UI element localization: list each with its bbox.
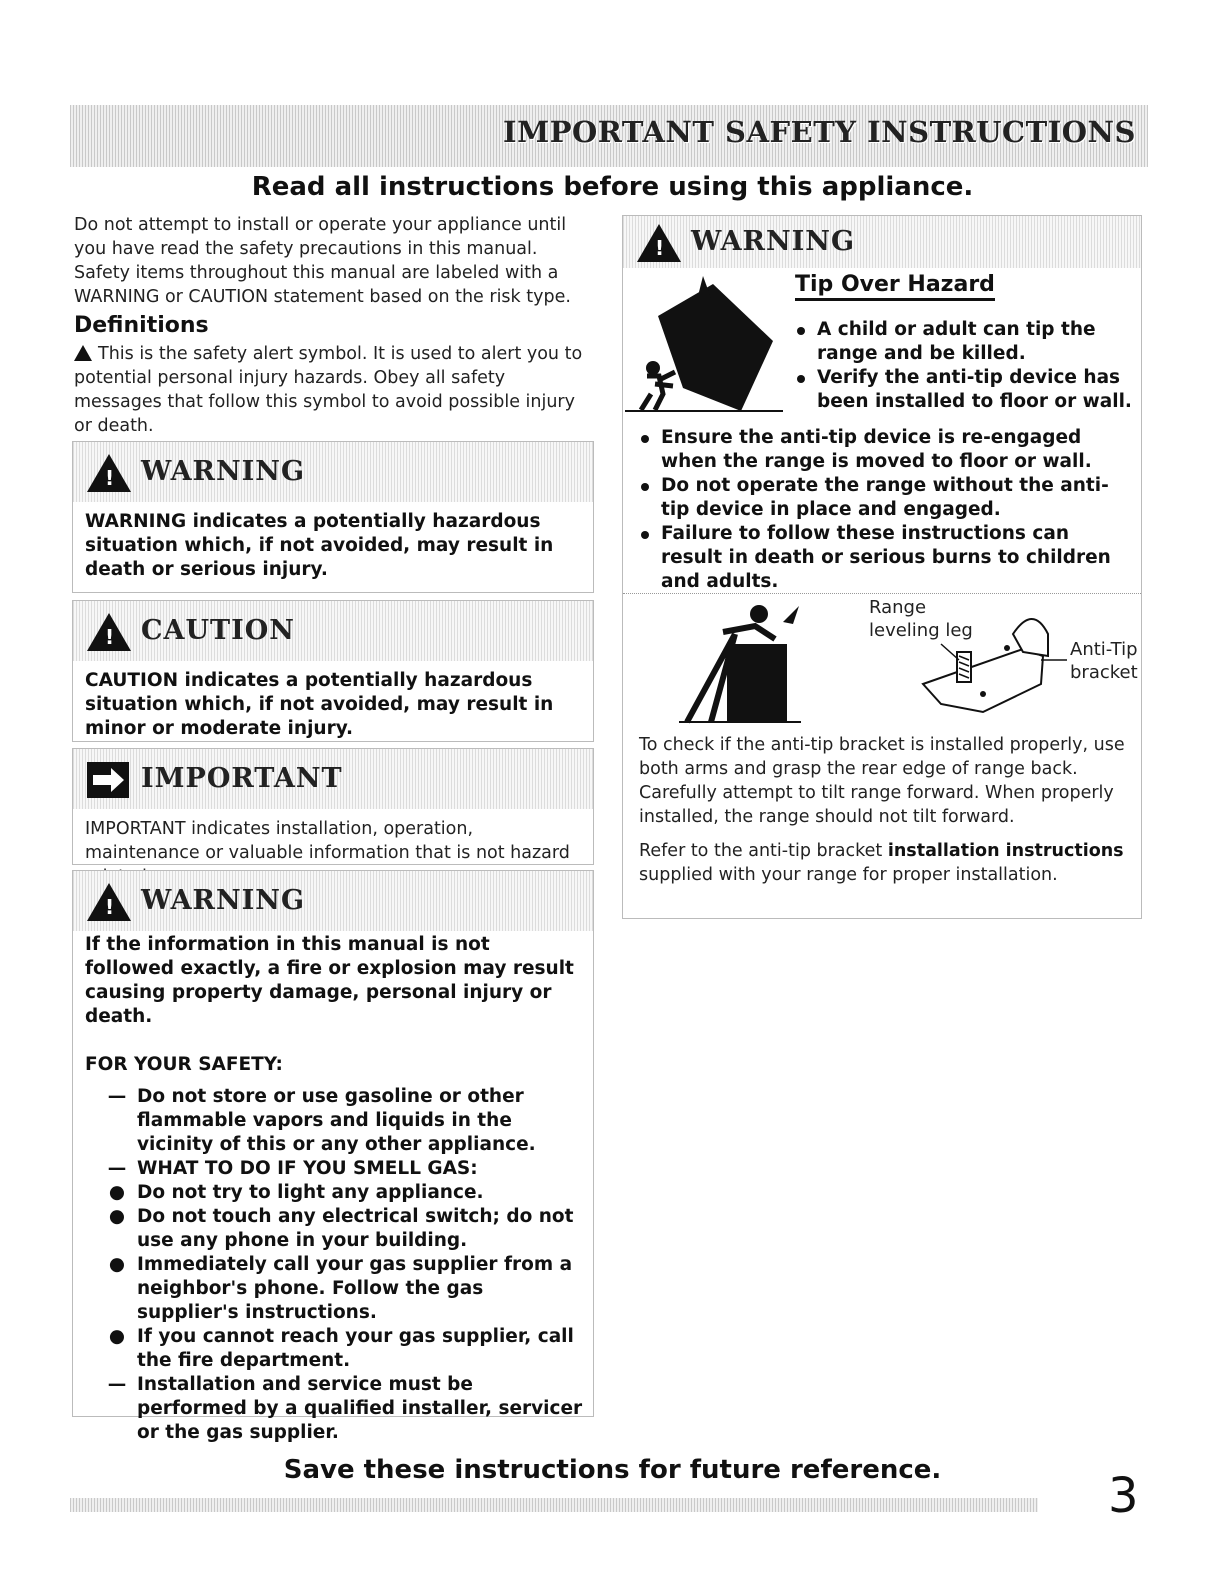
footer-band bbox=[70, 1498, 1038, 1512]
refer-bold-text: installation instructions bbox=[887, 841, 1124, 861]
definitions-paragraph bbox=[74, 342, 594, 438]
label-line: bracket bbox=[1070, 662, 1138, 683]
intro-text: Do not attempt to install or operate your appliance until you have read the safety precautions in this manual. Safety items throughout this manual are labeled with a WARNING or CAUTION statement based on the risk type. bbox=[74, 215, 571, 307]
tip-bullets-bottom bbox=[637, 426, 1132, 594]
gas-warning-box bbox=[72, 870, 594, 1443]
page-title: IMPORTANT SAFETY INSTRUCTIONS bbox=[503, 115, 1136, 149]
warning-label: WARNING bbox=[141, 456, 306, 487]
label-line: Range bbox=[869, 597, 927, 618]
important-definition-text: IMPORTANT indicates installation, operation, maintenance or valuable information that is not hazard bbox=[85, 819, 570, 863]
list-item: ● Do not touch any electrical switch; do not use any phone in your building. bbox=[108, 1206, 574, 1251]
label-line: leveling leg bbox=[869, 620, 973, 641]
tip-warning-header bbox=[623, 216, 1141, 268]
caution-triangle-icon bbox=[87, 613, 131, 651]
definitions-heading: Definitions bbox=[74, 313, 209, 338]
list-item: — Do not store or use gasoline or other flammable vapors and liquids in the vicinity of this or any other appliance. bbox=[107, 1086, 536, 1155]
arrow-right-icon bbox=[87, 762, 129, 798]
tipping-range-illustration bbox=[623, 276, 788, 416]
gas-warning-header bbox=[73, 871, 593, 931]
refer-instructions bbox=[639, 839, 1134, 887]
caution-box-header bbox=[73, 601, 593, 661]
list-item: Do not operate the range without the anti-tip device in place and engaged. bbox=[637, 474, 1132, 522]
list-item: A child or adult can tip the range and be killed. bbox=[793, 318, 1138, 366]
warning-triangle-icon bbox=[87, 883, 131, 921]
warning-box-header bbox=[73, 442, 593, 502]
caution-definition-text: CAUTION indicates a potentially hazardous situation which, if not avoided, may result in minor or moderate injury. bbox=[85, 670, 554, 739]
list-item: Failure to follow these instructions can result in death or serious burns to children and adults. bbox=[637, 522, 1132, 594]
gas-warning-intro: If the information in this manual is not followed exactly, a fire or explosion may result causing property damage, personal injury or death. bbox=[85, 934, 574, 1027]
label-line: Anti-Tip bbox=[1070, 639, 1138, 660]
gas-warning-label: WARNING bbox=[141, 885, 306, 916]
tip-over-title: Tip Over Hazard bbox=[795, 272, 995, 301]
for-your-safety-heading: FOR YOUR SAFETY: bbox=[85, 1054, 283, 1075]
tip-over-warning-box bbox=[622, 215, 1142, 919]
warning-triangle-icon bbox=[87, 454, 131, 492]
list-item: ● If you cannot reach your gas supplier, call the fire department. bbox=[108, 1326, 574, 1371]
warning-definition-box bbox=[72, 441, 594, 593]
warning-definition-text: WARNING indicates a potentially hazardous situation which, if not avoided, may result in death or serious injury. bbox=[85, 511, 554, 580]
tip-bullets-top bbox=[793, 318, 1138, 414]
caution-definition-box bbox=[72, 600, 594, 742]
warning-triangle-icon bbox=[637, 224, 681, 262]
list-item: Verify the anti-tip device has been installed to floor or wall. bbox=[793, 366, 1138, 414]
list-item: — Installation and service must be performed by a qualified installer, servicer or the gas supplier. bbox=[107, 1374, 583, 1443]
safety-alert-icon bbox=[74, 345, 92, 361]
list-item: — WHAT TO DO IF YOU SMELL GAS: bbox=[107, 1158, 478, 1179]
important-definition-box bbox=[72, 748, 594, 865]
refer-text: Refer to the anti-tip bracket bbox=[639, 841, 888, 861]
list-item: ● Immediately call your gas supplier from a neighbor's phone. Follow the gas supplier's instructions. bbox=[108, 1254, 573, 1323]
header-band bbox=[70, 105, 1148, 167]
important-label: IMPORTANT bbox=[141, 763, 343, 794]
save-instructions-footer: Save these instructions for future reference. bbox=[283, 1455, 942, 1485]
list-item: ● Do not try to light any appliance. bbox=[108, 1182, 484, 1203]
page-subtitle: Read all instructions before using this appliance. bbox=[251, 172, 974, 202]
anti-tip-bracket-label bbox=[1070, 638, 1138, 684]
safety-list bbox=[85, 1085, 583, 1445]
definitions-text: This is the safety alert symbol. It is used to alert you to potential personal injury hazards. Obey all safety messages that follow this symbol to avoid possible injury or death. bbox=[74, 344, 583, 436]
refer-text: supplied with your range for proper installation. bbox=[639, 865, 1058, 885]
caution-label: CAUTION bbox=[141, 615, 295, 646]
tip-warning-label: WARNING bbox=[691, 226, 856, 257]
important-box-header bbox=[73, 749, 593, 809]
list-item: Ensure the anti-tip device is re-engaged when the range is moved to floor or wall. bbox=[637, 426, 1132, 474]
page-number: 3 bbox=[1108, 1468, 1139, 1524]
check-instructions: To check if the anti-tip bracket is installed properly, use both arms and grasp the rear edge of range back. Carefully attempt to tilt range forward. When properly installed, the range should not tilt forward. bbox=[639, 735, 1125, 827]
range-leveling-leg-label bbox=[869, 596, 973, 642]
